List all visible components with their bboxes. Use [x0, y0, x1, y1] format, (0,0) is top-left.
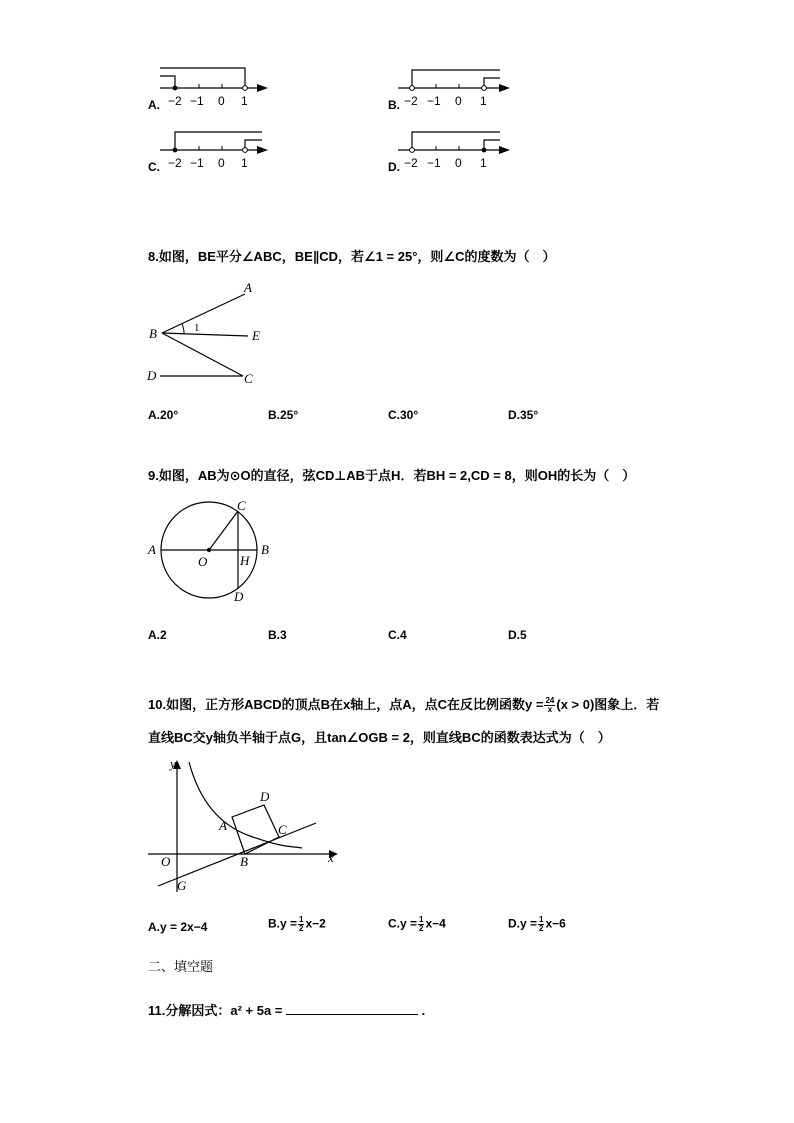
tick-1: 1 [241, 156, 248, 170]
point-a: A [219, 818, 227, 833]
point-e: E [252, 328, 260, 343]
tick-0: 0 [218, 156, 225, 170]
q8-option-b: B.25° [268, 408, 299, 422]
point-b: B [240, 854, 248, 869]
q9-option-a: A.2 [148, 628, 167, 642]
option-b-label: B. [388, 98, 400, 112]
option-d-prefix: D.y = [508, 916, 538, 931]
tick-neg2: −2 [168, 94, 182, 108]
frac-numerator: 1 [419, 915, 424, 924]
q11-stem-text: 11.分解因式：a² + 5a = [148, 1003, 283, 1018]
point-b: B [149, 326, 157, 341]
q9-figure [140, 494, 280, 606]
option-d-suffix: x−6 [545, 916, 566, 931]
frac-denominator: x [547, 705, 553, 715]
tick-1: 1 [480, 94, 487, 108]
tick-neg2: −2 [168, 156, 182, 170]
tick-1: 1 [241, 94, 248, 108]
q8-stem: 8.如图，BE平分∠ABC，BE∥CD，若∠1 = 25°，则∠C的度数为（ ） [148, 249, 556, 264]
x-axis-label: x [328, 850, 334, 865]
q10-option-c [388, 916, 446, 933]
q8-option-a: A.20° [148, 408, 179, 422]
fraction-one-half [298, 916, 304, 933]
fraction-24-over-x [544, 697, 555, 714]
q10-figure [140, 754, 350, 896]
q10-option-d [508, 916, 566, 933]
point-o: O [161, 854, 171, 869]
q9-option-b: B.3 [268, 628, 287, 642]
q8-figure [140, 276, 280, 392]
option-d-label: D. [388, 160, 400, 174]
point-a: A [244, 280, 252, 295]
frac-denominator: 2 [299, 924, 304, 933]
q8-option-d: D.35° [508, 408, 539, 422]
option-c-prefix: C.y = [388, 916, 418, 931]
point-g: G [177, 878, 187, 893]
angle-1-label: 1 [194, 322, 200, 334]
tick-0: 0 [218, 94, 225, 108]
frac-numerator: 1 [299, 915, 304, 924]
frac-denominator: 2 [419, 924, 424, 933]
tick-0: 0 [455, 156, 462, 170]
number-line-c [146, 124, 276, 180]
point-d: D [147, 368, 157, 383]
q11-stem-period: . [421, 1003, 426, 1018]
answer-blank[interactable] [286, 1002, 418, 1015]
q8-option-c: C.30° [388, 408, 419, 422]
option-b-suffix: x−2 [305, 916, 326, 931]
point-c: C [237, 498, 246, 513]
tick-neg2: −2 [404, 94, 418, 108]
number-line-a [146, 62, 276, 118]
option-a-label: A. [148, 98, 160, 112]
point-c: C [278, 822, 287, 837]
y-axis-label: y [170, 756, 176, 771]
q10-stem-line1 [148, 694, 659, 714]
frac-numerator: 1 [539, 915, 544, 924]
point-a: A [148, 542, 156, 557]
point-h: H [240, 553, 250, 568]
tick-neg1: −1 [190, 94, 204, 108]
point-c: C [244, 371, 253, 386]
option-c-suffix: x−4 [425, 916, 446, 931]
option-b-prefix: B.y = [268, 916, 298, 931]
number-line-d [388, 124, 518, 180]
q10-stem-line2: 直线BC交y轴负半轴于点G，且tan∠OGB = 2，则直线BC的函数表达式为（ ） [148, 730, 611, 745]
tick-1: 1 [480, 156, 487, 170]
q9-option-d: D.5 [508, 628, 527, 642]
tick-neg2: −2 [404, 156, 418, 170]
point-d: D [234, 589, 244, 604]
section-title: 二、填空题 [148, 959, 214, 974]
q9-option-c: C.4 [388, 628, 407, 642]
q9-stem: 9.如图，AB为⊙O的直径，弦CD⊥AB于点H．若BH = 2,CD = 8，则OH的长为（ ） [148, 468, 636, 483]
fraction-one-half [538, 916, 544, 933]
q10-stem-text-a: 10.如图，正方形ABCD的顶点B在x轴上，点A，点C在反比例函数y = [148, 697, 544, 712]
point-d: D [260, 789, 270, 804]
point-b: B [261, 542, 269, 557]
fraction-one-half [418, 916, 424, 933]
number-line-b [388, 62, 518, 118]
q10-stem-text-b: (x > 0)图象上．若 [556, 697, 660, 712]
point-o: O [198, 554, 208, 569]
tick-0: 0 [455, 94, 462, 108]
q10-option-a: A.y = 2x−4 [148, 920, 208, 934]
frac-denominator: 2 [539, 924, 544, 933]
frac-numerator: 24 [545, 696, 555, 706]
tick-neg1: −1 [190, 156, 204, 170]
q11-stem [148, 1000, 425, 1019]
option-c-label: C. [148, 160, 160, 174]
tick-neg1: −1 [427, 156, 441, 170]
q10-option-b [268, 916, 326, 933]
tick-neg1: −1 [427, 94, 441, 108]
